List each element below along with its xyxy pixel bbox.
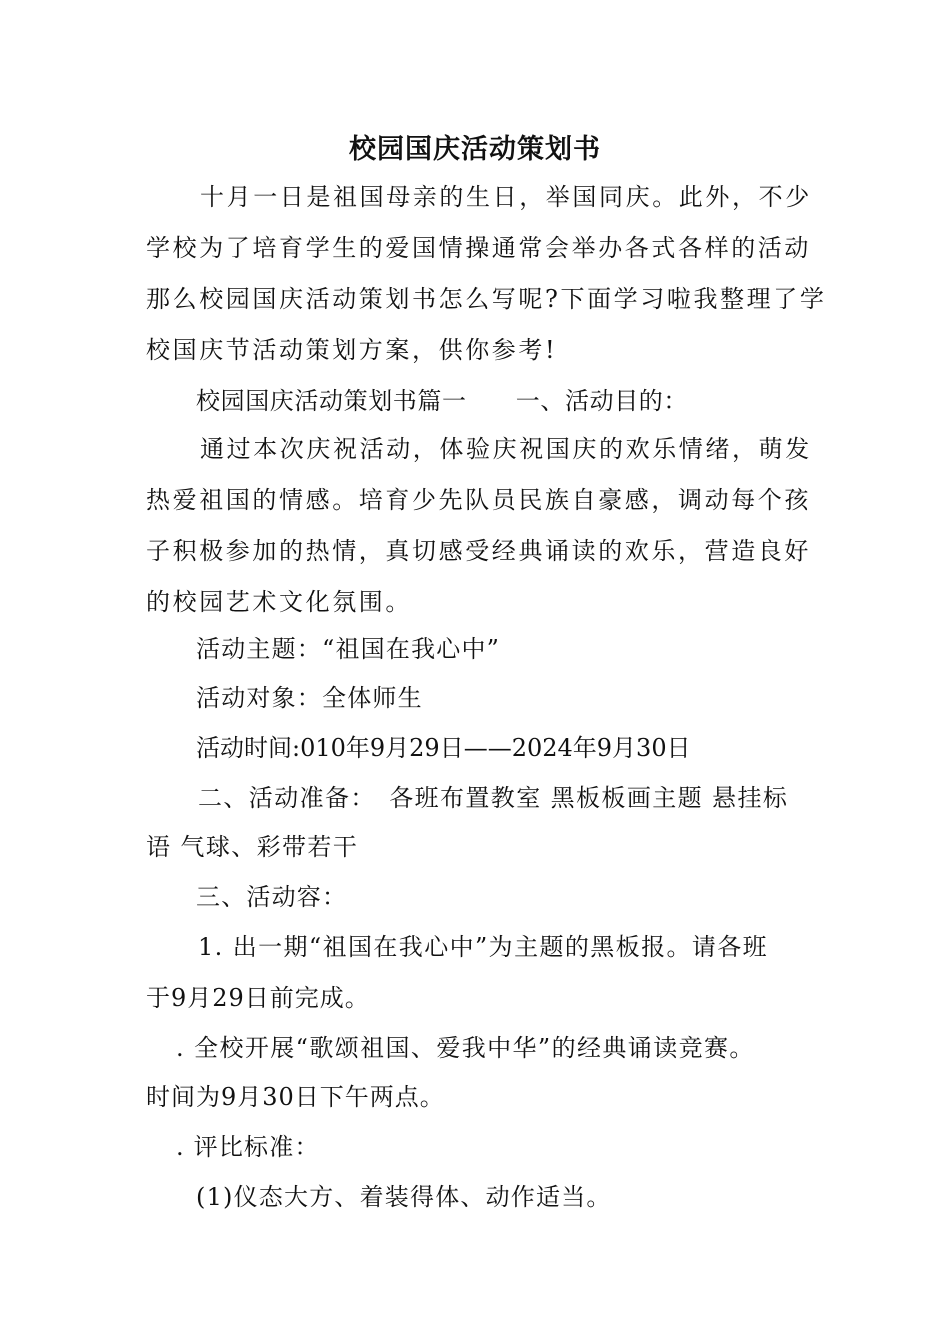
paragraph-line-2: 学校为了培育学生的爱国情操通常会举办各式各样的活动 bbox=[146, 234, 811, 262]
content-heading: 三、活动容： bbox=[196, 883, 348, 911]
paragraph-line-6: 通过本次庆祝活动，体验庆祝国庆的欢乐情绪，萌发 bbox=[200, 435, 812, 463]
content-item-1-line-2: 于9月29日前完成。 bbox=[146, 984, 370, 1012]
section-heading-line: 校园国庆活动策划书篇一 一、活动目的： bbox=[196, 387, 688, 415]
preparation-line-1: 二、活动准备： 各班布置教室 黑板板画主题 悬挂标 bbox=[198, 784, 789, 812]
paragraph-line-9: 的校园艺术文化氛围。 bbox=[146, 588, 412, 616]
paragraph-line-7: 热爱祖国的情感。培育少先队员民族自豪感，调动每个孩 bbox=[146, 486, 811, 514]
paragraph-line-4: 校国庆节活动策划方案，供你参考! bbox=[146, 336, 558, 364]
activity-time: 活动时间:010年9月29日——2024年9月30日 bbox=[196, 734, 691, 762]
content-item-2-line-1: . 全校开展“歌颂祖国、爱我中华”的经典诵读竞赛。 bbox=[176, 1034, 755, 1062]
activity-audience: 活动对象：全体师生 bbox=[196, 684, 423, 712]
criteria-heading: . 评比标准： bbox=[176, 1133, 320, 1161]
paragraph-line-8: 子积极参加的热情，真切感受经典诵读的欢乐，营造良好 bbox=[146, 537, 811, 565]
content-item-2-line-2: 时间为9月30日下午两点。 bbox=[146, 1083, 445, 1111]
preparation-line-2: 语 气球、彩带若干 bbox=[146, 833, 359, 861]
criteria-item-1: (1)仪态大方、着装得体、动作适当。 bbox=[196, 1183, 612, 1211]
activity-theme: 活动主题：“祖国在我心中” bbox=[196, 635, 501, 663]
content-item-1-line-1: 1. 出一期“祖国在我心中”为主题的黑板报。请各班 bbox=[198, 933, 769, 961]
paragraph-line-1: 十月一日是祖国母亲的生日，举国同庆。此外，不少 bbox=[200, 183, 812, 211]
document-title: 校园国庆活动策划书 bbox=[349, 134, 601, 165]
paragraph-line-3: 那么校园国庆活动策划书怎么写呢?下面学习啦我整理了学 bbox=[146, 285, 827, 313]
